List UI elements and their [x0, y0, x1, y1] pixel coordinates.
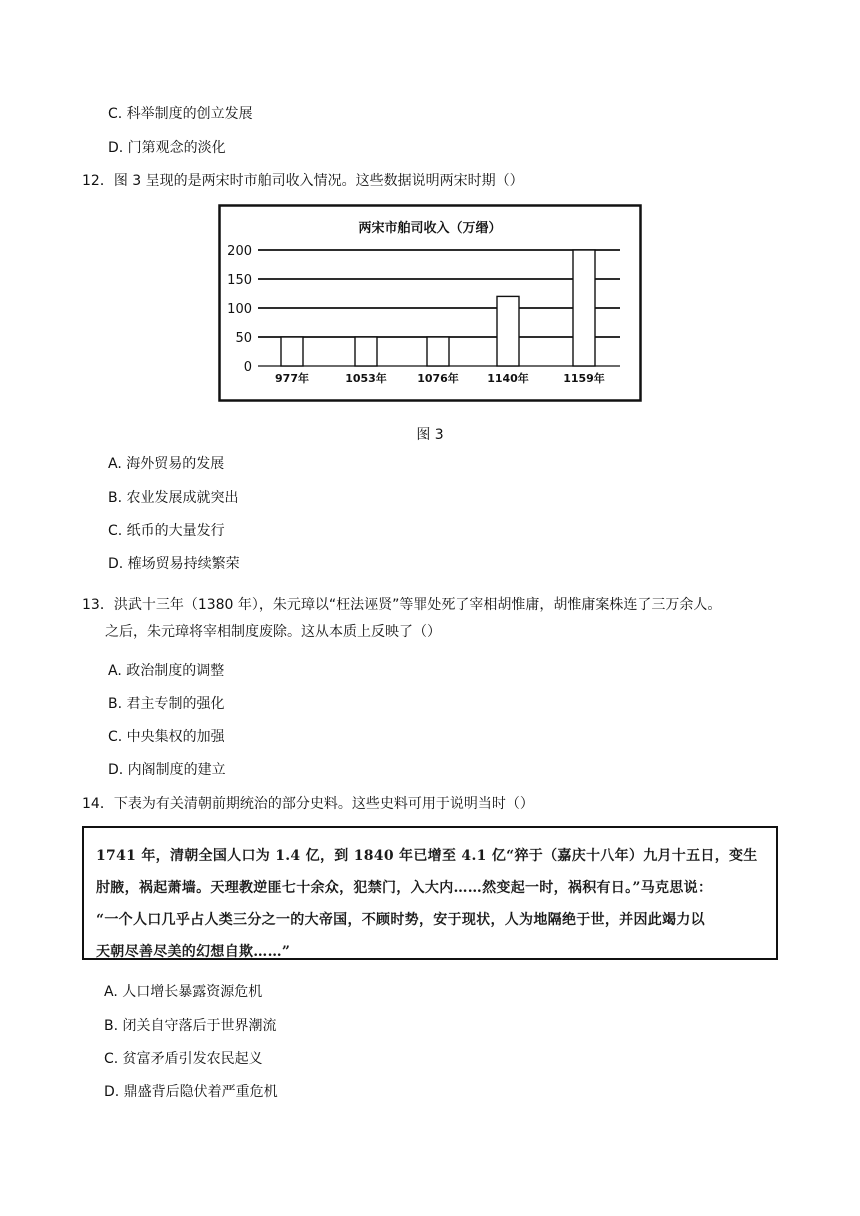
y-tick-label: 0 — [243, 360, 252, 375]
x-tick-label: 1159年 — [563, 372, 605, 385]
x-tick-label: 1076年 — [417, 372, 459, 385]
bar-0 — [281, 337, 303, 366]
q14-option-c: C. 贫富矛盾引发农民起义 — [104, 1051, 263, 1067]
q12-option-a: A. 海外贸易的发展 — [108, 456, 225, 472]
q11-option-c: C. 科举制度的创立发展 — [108, 106, 253, 122]
source-line-3: “一个人口几乎占人类三分之一的大帝国，不顾时势，安于现状，人为地隔绝于世，并因此竭力以 — [96, 912, 705, 928]
q14-option-d: D. 鼎盛背后隐伏着严重危机 — [104, 1084, 278, 1100]
q14-option-a: A. 人口增长暴露资源危机 — [104, 984, 263, 1000]
q13-option-b: B. 君主专制的强化 — [108, 696, 225, 712]
revenue-bar-chart — [218, 204, 642, 402]
x-tick-label: 977年 — [275, 372, 309, 385]
x-tick-label: 1140年 — [487, 372, 529, 385]
source-line-1: 1741 年，清朝全国人口为 1.4 亿，到 1840 年已增至 4.1 亿“猝于（嘉庆十八年）九月十五日，变生 — [96, 848, 758, 864]
source-line-2: 肘腋，祸起萧墙。天理教逆匪七十余众，犯禁门，入大内……然变起一时，祸积有日。”马克思说： — [96, 880, 713, 896]
q12-option-c: C. 纸币的大量发行 — [108, 523, 225, 539]
x-tick-label: 1053年 — [345, 372, 387, 385]
q13-option-a: A. 政治制度的调整 — [108, 663, 225, 679]
historical-source-box — [82, 826, 778, 960]
q12-stem: 12．图 3 呈现的是两宋时市舶司收入情况。这些数据说明两宋时期（） — [82, 173, 524, 189]
y-tick-label: 50 — [235, 331, 252, 346]
y-tick-label: 150 — [227, 273, 252, 288]
y-tick-label: 200 — [227, 244, 252, 259]
q13-option-c: C. 中央集权的加强 — [108, 729, 225, 745]
q13-stem-line2: 之后，朱元璋将宰相制度废除。这从本质上反映了（） — [105, 624, 441, 640]
q13-stem-line1: 13．洪武十三年（1380 年），朱元璋以“枉法诬贤”等罪处死了宰相胡惟庸，胡惟庸案株连了三万余人。 — [82, 597, 722, 613]
chart-title: 两宋市舶司收入（万缗） — [358, 221, 502, 236]
q14-option-b: B. 闭关自守落后于世界潮流 — [104, 1018, 277, 1034]
q11-option-d: D. 门第观念的淡化 — [108, 140, 226, 156]
q13-option-d: D. 内阁制度的建立 — [108, 762, 226, 778]
q12-option-d: D. 榷场贸易持续繁荣 — [108, 556, 240, 572]
bar-3 — [497, 296, 519, 366]
q14-stem: 14．下表为有关清朝前期统治的部分史料。这些史料可用于说明当时（） — [82, 796, 534, 812]
source-line-4: 天朝尽善尽美的幻想自欺……” — [96, 944, 291, 960]
y-tick-label: 100 — [227, 302, 252, 317]
q12-option-b: B. 农业发展成就突出 — [108, 490, 239, 506]
bar-4 — [573, 250, 595, 366]
figure-caption: 图 3 — [416, 427, 444, 443]
bar-2 — [427, 337, 449, 366]
bar-1 — [355, 337, 377, 366]
